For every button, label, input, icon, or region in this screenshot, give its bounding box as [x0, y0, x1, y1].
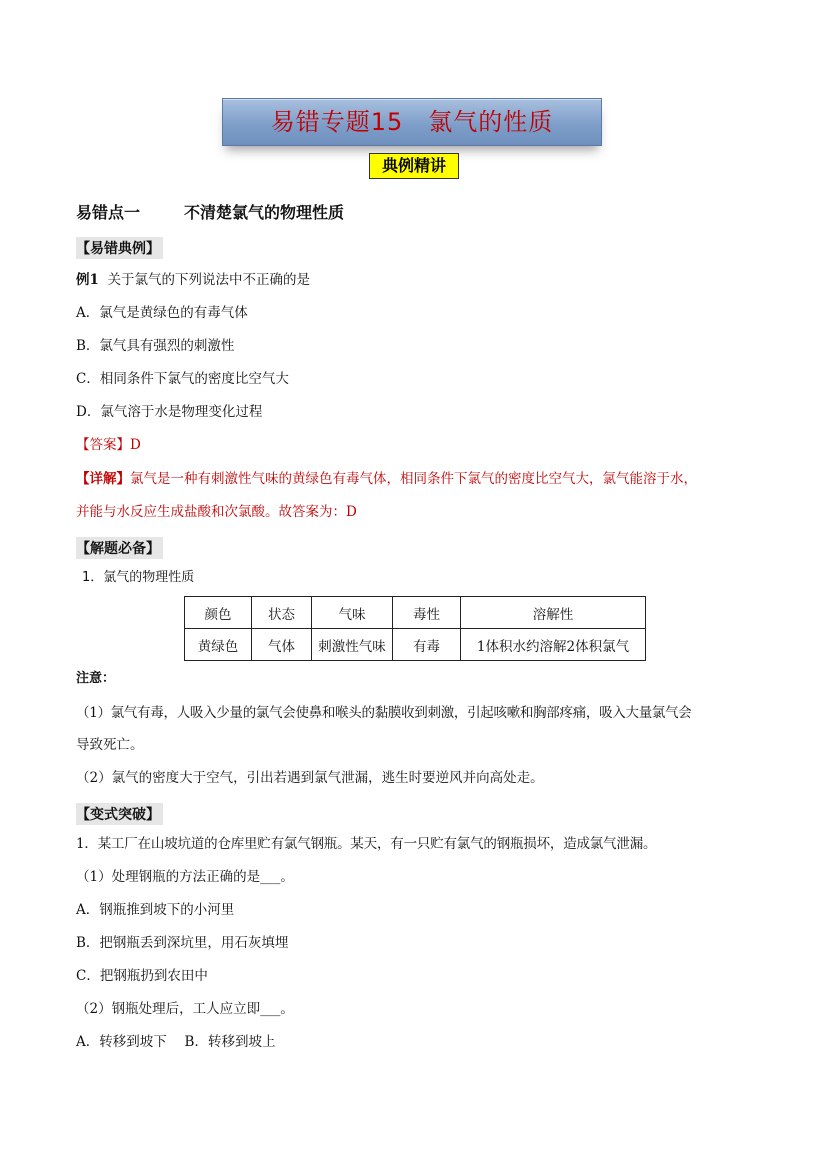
page-title: 易错专题15 氯气的性质: [222, 98, 602, 146]
example-section-tag: 【易错典例】: [76, 237, 163, 259]
table-cell: 1体积水约溶解2体积氯气: [461, 629, 646, 661]
note1-line2: 导致死亡。: [76, 737, 144, 753]
example-explanation-line1: [76, 469, 697, 489]
note1-line1: （1）氯气有毒，人吸入少量的氯气会使鼻和喉头的黏膜收到刺激，引起咳嗽和胸部疼痛，吸入大量氯气会: [76, 705, 692, 721]
table-header-cell: 状态: [252, 597, 312, 629]
variant-sub-question-2: （2）钢瓶处理后，工人应立即___。: [76, 1001, 294, 1017]
example-option-a: A．氯气是黄绿色的有毒气体: [76, 305, 248, 321]
example-explanation-line2: 并能与水反应生成盐酸和次氯酸。故答案为：D: [76, 504, 357, 520]
table-cell: 气体: [252, 629, 312, 661]
variant-sub1-option-b: B．把钢瓶丢到深坑里，用石灰填埋: [76, 935, 289, 951]
variant-sub1-option-c: C．把钢瓶扔到农田中: [76, 968, 208, 984]
prep-section-tag: 【解题必备】: [76, 537, 163, 559]
table-cell: 黄绿色: [185, 629, 252, 661]
prep-item-title: 1．氯气的物理性质: [82, 570, 195, 585]
error-point-text: 不清楚氯气的物理性质: [184, 203, 345, 222]
properties-table: [184, 596, 646, 661]
example-option-d: D．氯气溶于水是物理变化过程: [76, 404, 263, 420]
example-question-text: 关于氯气的下列说法中不正确的是: [107, 272, 310, 288]
table-header-cell: 毒性: [393, 597, 461, 629]
example-option-c: C．相同条件下氯气的密度比空气大: [76, 371, 289, 387]
example-question: [76, 270, 310, 290]
variant-sub1-option-a: A．钢瓶推到坡下的小河里: [76, 902, 235, 918]
table-header-cell: 颜色: [185, 597, 252, 629]
example-answer: 【答案】D: [76, 437, 141, 453]
variant-question-1: 1．某工厂在山坡坑道的仓库里贮有氯气钢瓶。某天，有一只贮有氯气的钢瓶损坏，造成氯气泄漏。: [76, 836, 657, 852]
error-point-label: 易错点一: [76, 203, 141, 222]
variant-section-tag: 【变式突破】: [76, 803, 163, 825]
table-header-row: [185, 597, 646, 629]
variant-sub2-options: A．转移到坡下 B．转移到坡上: [76, 1034, 276, 1050]
note2: （2）氯气的密度大于空气，引出若遇到氯气泄漏，逃生时要逆风并向高处走。: [76, 770, 544, 786]
error-point-heading: [76, 200, 344, 223]
example-label: 例1: [76, 272, 99, 288]
table-row: [185, 629, 646, 661]
table-header-cell: 气味: [312, 597, 393, 629]
explanation-text-1: 氯气是一种有刺激性气味的黄绿色有毒气体，相同条件下氯气的密度比空气大，氯气能溶于水，: [130, 471, 697, 487]
table-header-cell: 溶解性: [461, 597, 646, 629]
section-subtitle: 典例精讲: [369, 153, 459, 179]
table-cell: 刺激性气味: [312, 629, 393, 661]
table-cell: 有毒: [393, 629, 461, 661]
example-option-b: B．氯气具有强烈的刺激性: [76, 338, 235, 354]
variant-sub-question-1: （1）处理钢瓶的方法正确的是___。: [76, 869, 294, 885]
explanation-tag: 【详解】: [76, 471, 130, 487]
note-label: 注意：: [76, 671, 116, 686]
